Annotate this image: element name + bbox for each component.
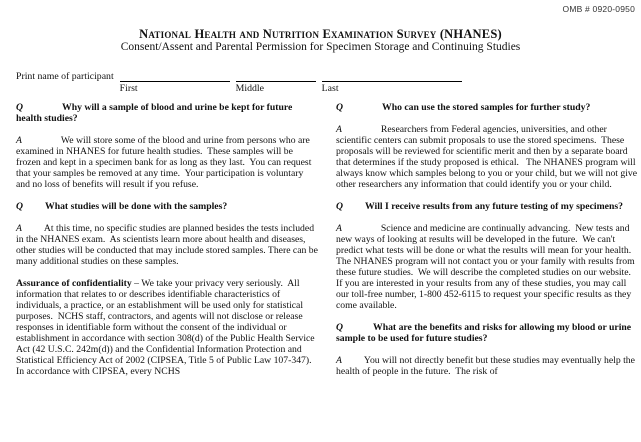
middle-name-blank-line[interactable] (236, 69, 316, 82)
answer-label: A (336, 223, 342, 234)
question-label: Q (16, 102, 23, 113)
left-paragraph-3 (16, 223, 321, 267)
answer-text: We will store some of the blood and urine from persons who are examined in NHANES for future health studies. These samples will be frozen and kept in a specimen bank for as long as they last. You can request that your samples be removed at any time. Your participation is voluntary and no loss of benefits will result if you refuse. (16, 135, 314, 190)
answer-label: A (16, 223, 22, 234)
answer-text: You will not directly benefit but these studies may eventually help the health of people in the future. The risk of (336, 355, 638, 377)
tab-space (23, 109, 62, 110)
tab-space (23, 208, 45, 209)
last-name-blank-line[interactable] (322, 69, 462, 82)
tab-space (22, 142, 61, 143)
question-label: Q (336, 322, 343, 333)
first-name-label: First (119, 83, 138, 94)
answer-label: A (16, 135, 22, 146)
tab-space (342, 131, 381, 132)
question-label: Q (336, 102, 343, 113)
tab-space (342, 362, 364, 363)
right-paragraph-0 (336, 102, 638, 113)
answer-label: A (336, 355, 342, 366)
middle-name-label: Middle (235, 83, 264, 94)
question-text: Who can use the stored samples for further study? (382, 102, 591, 113)
omb-number: OMB # 0920-0950 (562, 4, 635, 14)
answer-label: A (336, 124, 342, 135)
right-column (336, 102, 638, 388)
last-name-label: Last (321, 83, 339, 94)
left-paragraph-0 (16, 102, 318, 124)
question-text: Why will a sample of blood and urine be kept for future health studies? (16, 102, 295, 124)
participant-name-row (16, 69, 462, 94)
question-text: Will I receive results from any future testing of my specimens? (365, 201, 623, 212)
middle-name-field (236, 69, 316, 94)
left-column (16, 102, 321, 388)
assurance-lead-in: Assurance of confidentiality (16, 278, 132, 289)
print-name-label: Print name of participant (16, 71, 114, 82)
last-name-field (322, 69, 462, 94)
assurance-text: – We take your privacy very seriously. All information that relates to or describes identifiable characteristics of individuals, a practice, or an establishment will be used only for statistical purposes. NCHS staff, contractors, and agents will not disclose or release responses in identifiable form without the consent of the individual or establishment in accordance with section 308(d) of the Public Health Service Act (42 U.S.C. 242m(d)) and the Confidential Information Protection and Statistical Efficiency Act of 2002 (CIPSEA, Title 5 of Public Law 107-347). In accordance with CIPSEA, every NCHS (16, 278, 317, 377)
left-paragraph-1 (16, 135, 318, 190)
question-label: Q (16, 201, 23, 212)
right-paragraph-2 (336, 201, 638, 212)
tab-space (343, 109, 382, 110)
answer-text: Researchers from Federal agencies, universities, and other scientific centers can submit proposals to use the stored specimens. These proposals will be reviewed for scientific merit and then by a separate board that determines if the study proposed is ethical. The NHANES program will always know which samples belong to you or your child, but we will not give other researchers any information that could identify you or your child. (336, 124, 640, 190)
tab-space (343, 208, 365, 209)
answer-text: Science and medicine are continually advancing. New tests and new ways of looking at results will be developed in the future. We can't predict what tests will be done or what the results will mean for your health. The NHANES program will not contact you or your family with results from these future studies. We will describe the completed studies on our website. If you are interested in your results from any of these studies, you may call our toll-free number, 1-800 452-6115 to request your specific results as they come available. (336, 223, 638, 311)
question-text: What are the benefits and risks for allowing my blood or urine sample to be used for future studies? (336, 322, 634, 344)
tab-space (342, 230, 381, 231)
form-title: National Health and Nutrition Examination Survey (NHANES) (139, 27, 502, 41)
question-label: Q (336, 201, 343, 212)
right-paragraph-3 (336, 223, 638, 311)
answer-text: At this time, no specific studies are planned besides the tests included in the NHANES exam. As scientists learn more about health and diseases, other studies will be conducted that may include stored samples. There can be many additional studies on these samples. (16, 223, 321, 267)
first-name-field (120, 69, 230, 94)
tab-space (22, 230, 44, 231)
left-paragraph-2 (16, 201, 318, 212)
right-paragraph-1 (336, 124, 638, 190)
left-paragraph-4 (16, 278, 318, 377)
tab-space (343, 329, 373, 330)
form-subtitle: Consent/Assent and Parental Permission for Specimen Storage and Continuing Studies (120, 41, 521, 53)
first-name-blank-line[interactable] (120, 69, 230, 82)
right-paragraph-4 (336, 322, 638, 344)
right-paragraph-5 (336, 355, 638, 377)
question-text: What studies will be done with the samples? (45, 201, 228, 212)
two-column-body (16, 102, 638, 388)
